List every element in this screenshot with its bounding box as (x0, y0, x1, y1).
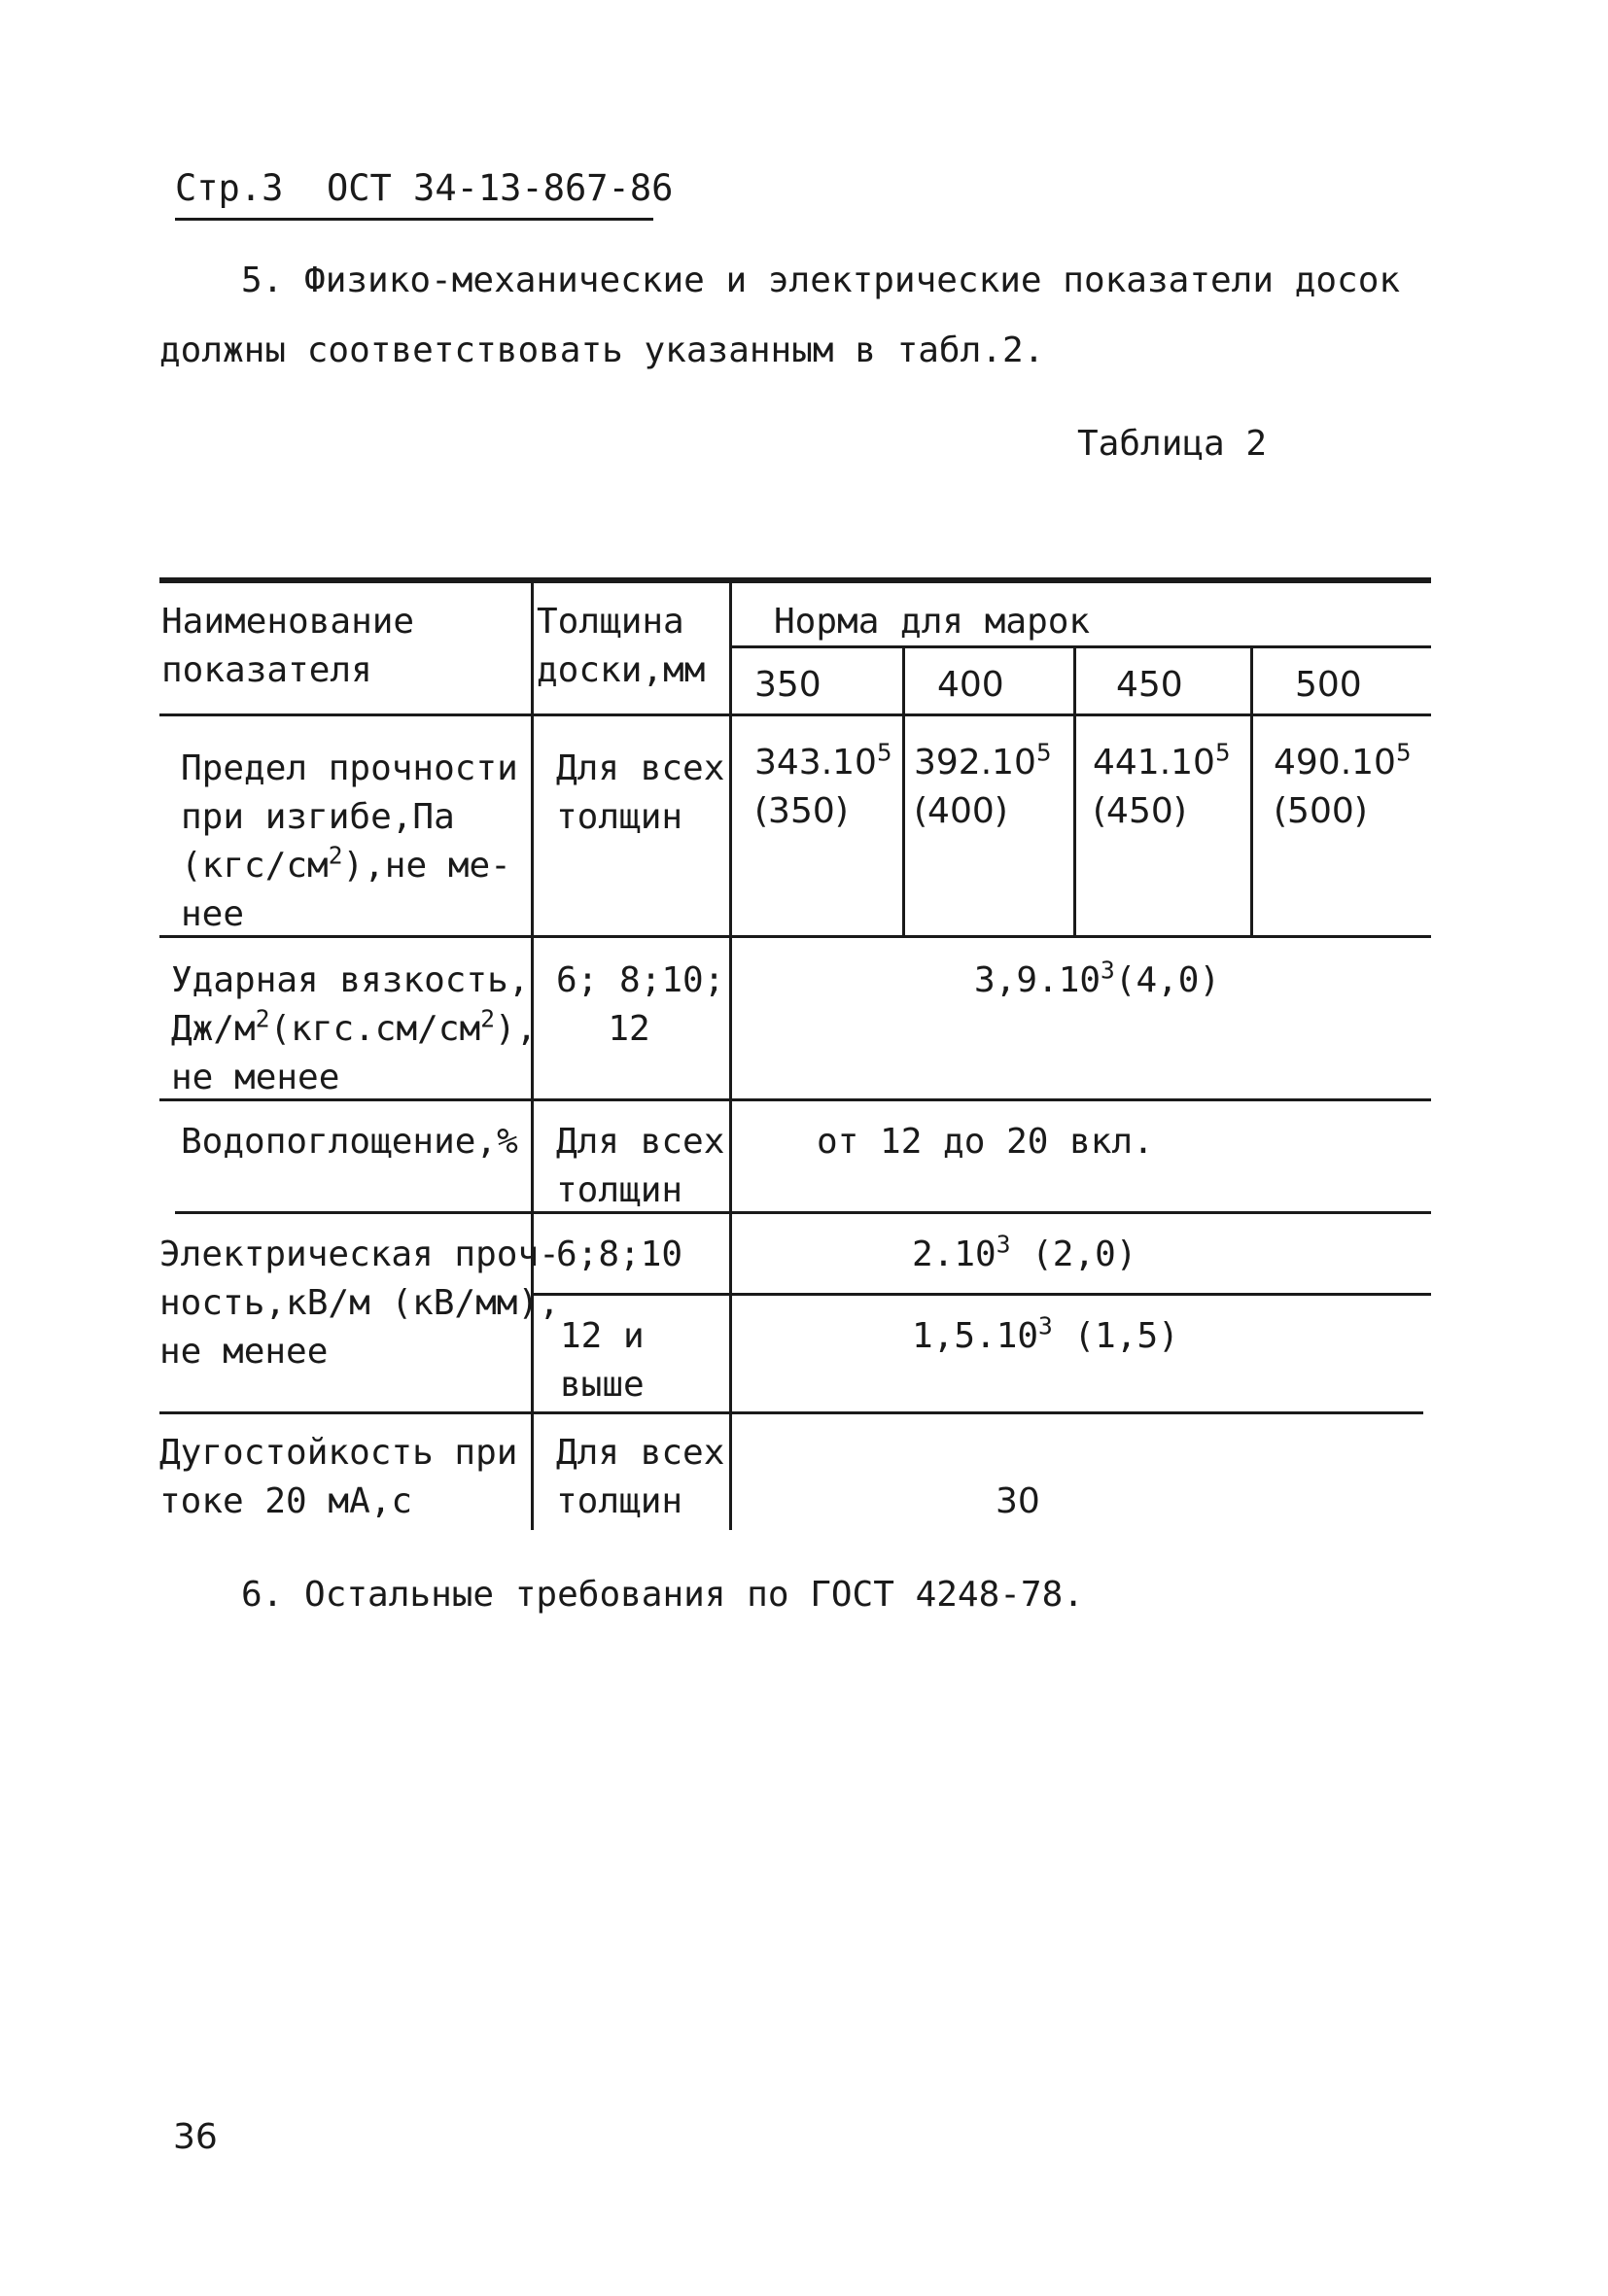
strength-350-exp: 5 (876, 738, 892, 767)
arc-thickness-line-1: Для всех (556, 1433, 725, 1473)
strength-unit-b: ),не ме- (342, 846, 511, 886)
strength-500-alt: (500) (1274, 791, 1368, 831)
col-rule-4 (1073, 647, 1076, 937)
electric-thickness-1: 6;8;10 (556, 1235, 683, 1274)
impact-name-line-3: не менее (171, 1058, 340, 1097)
impact-value-exp: 3 (1101, 956, 1115, 985)
electric-value-2-exp: 3 (1038, 1311, 1053, 1340)
electric-name-line-2: ность,кВ/м (кВ/мм), (159, 1283, 560, 1323)
electric-name-line-1: Электрическая проч- (159, 1235, 560, 1274)
impact-unit-a: Дж/м (171, 1009, 256, 1049)
electric-name-line-3: не менее (159, 1332, 329, 1372)
strength-value-350 (754, 739, 892, 836)
water-thickness-cell (556, 1118, 724, 1215)
strength-400-alt: (400) (914, 791, 1008, 831)
col-rule-3 (902, 647, 905, 937)
electric-name-cell (159, 1231, 560, 1376)
paragraph-6: 6. Остальные требования по ГОСТ 4248-78. (241, 1575, 1084, 1615)
strength-400-exp: 5 (1035, 738, 1052, 767)
strength-thickness-line-1: Для всех (556, 748, 725, 788)
impact-unit-b: (кгс.см/см (269, 1009, 481, 1049)
strength-350-alt: (350) (754, 791, 849, 831)
header-name-cell (161, 598, 414, 695)
strength-value-400 (914, 739, 1052, 836)
arc-thickness-line-2: толщин (556, 1481, 683, 1521)
impact-unit-c: ), (494, 1009, 538, 1049)
impact-name-line-2 (171, 1005, 537, 1054)
header-thickness-line-2: доски,мм (537, 650, 706, 690)
electric-value-1 (912, 1231, 1136, 1279)
header-grade-400: 400 (937, 665, 1004, 705)
strength-unit-exp: 2 (328, 841, 343, 870)
strength-value-450 (1093, 739, 1231, 836)
header-grade-350: 350 (754, 665, 821, 705)
electric-value-2-alt: (1,5) (1052, 1316, 1179, 1356)
page-ref: Стр.3 (175, 167, 284, 209)
header-bottom-rule (159, 713, 1431, 716)
header-thickness-line-1: Толщина (537, 602, 684, 642)
impact-value-alt: (4,0) (1114, 960, 1221, 1000)
impact-thickness-line-2: 12 (608, 1009, 650, 1049)
paragraph-5-line-1: 5. Физико-механические и электрические показатели досок (241, 261, 1401, 300)
strength-name-line-3 (181, 842, 518, 890)
strength-450-exp: 5 (1214, 738, 1231, 767)
row-rule-3 (175, 1211, 1431, 1214)
page-number: 36 (173, 2117, 218, 2157)
header-grade-500: 500 (1295, 665, 1362, 705)
header-norm: Норма для марок (774, 602, 1091, 642)
arc-thickness-cell (556, 1429, 724, 1526)
strength-name-line-2: при изгибе,Па (181, 797, 455, 837)
impact-thickness-line-1: 6; 8;10; (556, 960, 725, 1000)
water-thickness-line-1: Для всех (556, 1122, 725, 1162)
impact-value-main: 3,9.10 (974, 960, 1101, 1000)
col-rule-2 (729, 581, 732, 1530)
strength-500-main: 490.10 (1274, 743, 1396, 783)
electric-thickness-2-line-2: выше (560, 1365, 645, 1405)
electric-value-1-exp: 3 (996, 1230, 1011, 1259)
arc-name-line-1: Дугостойкость при (159, 1433, 518, 1473)
strength-name-line-1: Предел прочности (181, 748, 518, 788)
page-header (175, 167, 673, 209)
strength-400-main: 392.10 (914, 743, 1036, 783)
arc-name-cell (159, 1429, 517, 1526)
electric-thickness-2-cell (560, 1312, 645, 1409)
table-top-rule (159, 577, 1431, 583)
strength-value-500 (1274, 739, 1412, 836)
strength-450-main: 441.10 (1093, 743, 1215, 783)
row-rule-4 (159, 1411, 1423, 1414)
impact-value (974, 957, 1220, 1005)
strength-500-exp: 5 (1395, 738, 1412, 767)
strength-name-cell (181, 745, 518, 939)
arc-value: 30 (996, 1481, 1040, 1521)
electric-thickness-2-line-1: 12 и (560, 1316, 645, 1356)
strength-name-line-4: нее (181, 894, 245, 934)
strength-350-main: 343.10 (754, 743, 877, 783)
col-rule-5 (1250, 647, 1253, 937)
header-name-line-2: показателя (161, 650, 372, 690)
electric-value-1-alt: (2,0) (1010, 1235, 1137, 1274)
impact-name-line-1: Ударная вязкость, (171, 960, 530, 1000)
water-name: Водопоглощение,% (181, 1122, 518, 1162)
arc-name-line-2: токе 20 мА,с (159, 1481, 413, 1521)
impact-unit-exp-2: 2 (480, 1004, 495, 1033)
strength-thickness-cell (556, 745, 724, 842)
impact-thickness-cell (556, 957, 725, 1054)
water-value: от 12 до 20 вкл. (817, 1122, 1154, 1162)
paragraph-5-line-2: должны соответствовать указанным в табл.2. (159, 330, 1045, 370)
strength-450-alt: (450) (1093, 791, 1187, 831)
strength-thickness-line-2: толщин (556, 797, 683, 837)
strength-unit-a: (кгс/см (181, 846, 329, 886)
electric-value-2-main: 1,5.10 (912, 1316, 1039, 1356)
header-thickness-cell (537, 598, 705, 695)
electric-value-2 (912, 1312, 1179, 1361)
header-name-line-1: Наименование (161, 602, 415, 642)
row-rule-electric-sub (533, 1293, 1431, 1296)
water-thickness-line-2: толщин (556, 1170, 683, 1210)
header-underline (175, 218, 653, 221)
electric-value-1-main: 2.10 (912, 1235, 996, 1274)
standard-code: ОСТ 34-13-867-86 (326, 167, 674, 209)
impact-unit-exp-1: 2 (255, 1004, 270, 1033)
table-title: Таблица 2 (1077, 424, 1268, 464)
header-grade-450: 450 (1116, 665, 1183, 705)
impact-name-cell (171, 957, 537, 1102)
